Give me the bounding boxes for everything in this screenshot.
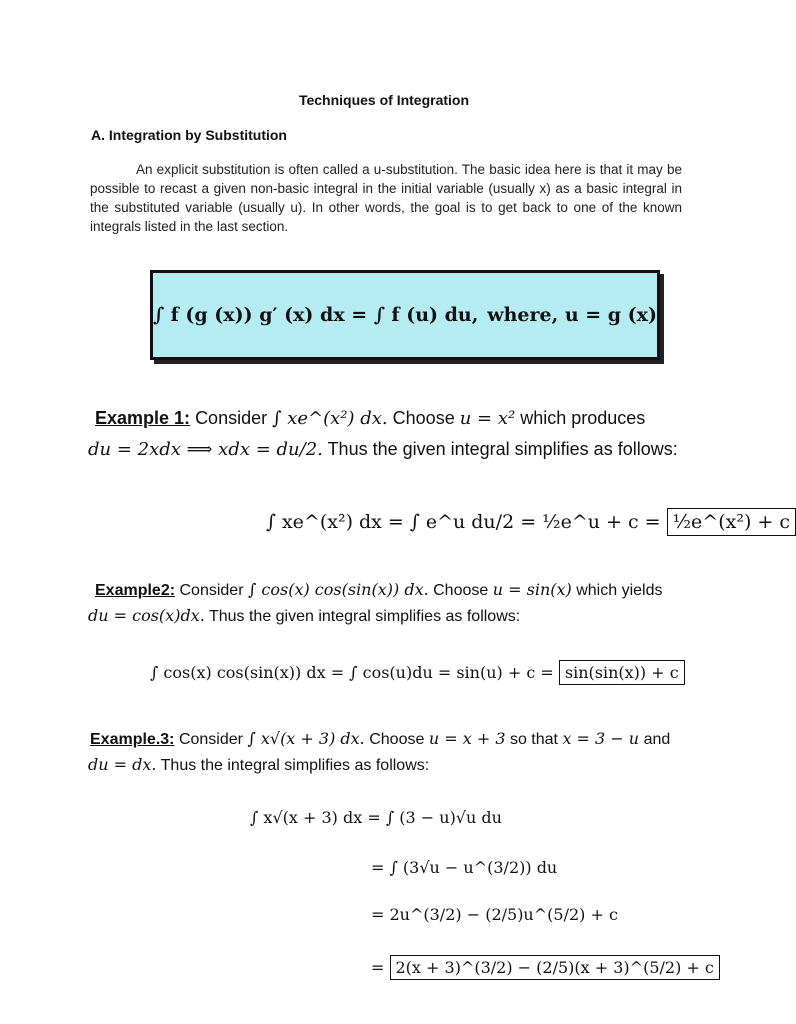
example3-text-thus: Thus the integral simplifies as follows:: [160, 757, 430, 774]
example3-eq4-boxed: 2(x + 3)^(3/2) − (2/5)(x + 3)^(5/2) + c: [390, 955, 720, 980]
example3-line1: [90, 729, 670, 749]
example2-text-yields: which yields: [576, 582, 663, 599]
example3-text-consider: Consider: [178, 731, 243, 748]
formula-right: where, u = g (x): [487, 304, 657, 326]
example1-equation: [266, 508, 796, 536]
example2-text-thus: Thus the given integral simplifies as follows:: [208, 608, 521, 625]
example1-eq-main: ∫ xe^(x²) dx = ∫ e^u du/2 = ½e^u + c =: [266, 511, 661, 533]
example3-text-choose: Choose: [369, 731, 425, 748]
example2-eq-main: ∫ cos(x) cos(sin(x)) dx = ∫ cos(u)du = sin(u) + c =: [150, 663, 554, 682]
example2-eq-boxed: sin(sin(x)) + c: [559, 660, 685, 685]
example3-integral: ∫ x√(x + 3) dx.: [247, 729, 365, 748]
example1-text-consider: Consider: [195, 408, 268, 428]
example3-differential: du = dx.: [88, 755, 157, 774]
example3-eq4: [371, 955, 720, 980]
example3-label: Example.3:: [90, 731, 175, 748]
example3-text-sothat: so that: [509, 731, 558, 748]
example2-line1: [95, 580, 662, 600]
example2-label: Example2:: [95, 582, 176, 599]
example1-line2: [88, 439, 678, 460]
example2-equation: [150, 660, 685, 685]
example1-text-thus: Thus the given integral simplifies as follows:: [327, 439, 678, 459]
example1-text-produces: which produces: [520, 408, 646, 428]
example1-eq-boxed: ½e^(x²) + c: [667, 508, 796, 536]
section-heading: A. Integration by Substitution: [91, 127, 287, 143]
example3-eq3: = 2u^(3/2) − (2/5)u^(5/2) + c: [371, 905, 618, 924]
example3-text-and: and: [643, 731, 671, 748]
page-title: Techniques of Integration: [298, 92, 470, 108]
example3-line2: [88, 755, 429, 775]
example2-text-consider: Consider: [179, 582, 244, 599]
example2-sub: u = sin(x): [492, 580, 572, 599]
example3-xexpr: x = 3 − u: [562, 729, 640, 748]
formula-left: ∫ f (g (x)) g′ (x) dx = ∫ f (u) du,: [153, 304, 479, 326]
example1-label: Example 1:: [95, 408, 191, 428]
example1-text-choose: Choose: [392, 408, 455, 428]
example1-sub: u = x²: [459, 408, 516, 429]
example2-differential: du = cos(x)dx.: [88, 606, 205, 625]
example3-sub: u = x + 3: [428, 729, 506, 748]
example3-eq2: = ∫ (3√u − u^(3/2)) du: [371, 858, 558, 877]
example1-line1: [95, 408, 645, 429]
example1-integral: ∫ xe^(x²) dx.: [272, 408, 388, 429]
example2-integral: ∫ cos(x) cos(sin(x)) dx.: [247, 580, 429, 599]
substitution-formula-box: [150, 270, 660, 360]
example1-differential: du = 2xdx ⟹ xdx = du/2.: [88, 439, 323, 460]
intro-paragraph: An explicit substitution is often called a u-substitution. The basic idea here is that it may be possible to recast a given non-basic integral in the initial variable (usually x) as a basic integral in the substituted variable (usually u). In other words, the goal is to get back to one of the known integrals listed in the last section.: [90, 162, 682, 234]
example2-text-choose: Choose: [433, 582, 489, 599]
example2-line2: [88, 606, 520, 626]
example3-eq1: ∫ x√(x + 3) dx = ∫ (3 − u)√u du: [250, 808, 502, 827]
example3-eq4-prefix: =: [371, 958, 385, 977]
